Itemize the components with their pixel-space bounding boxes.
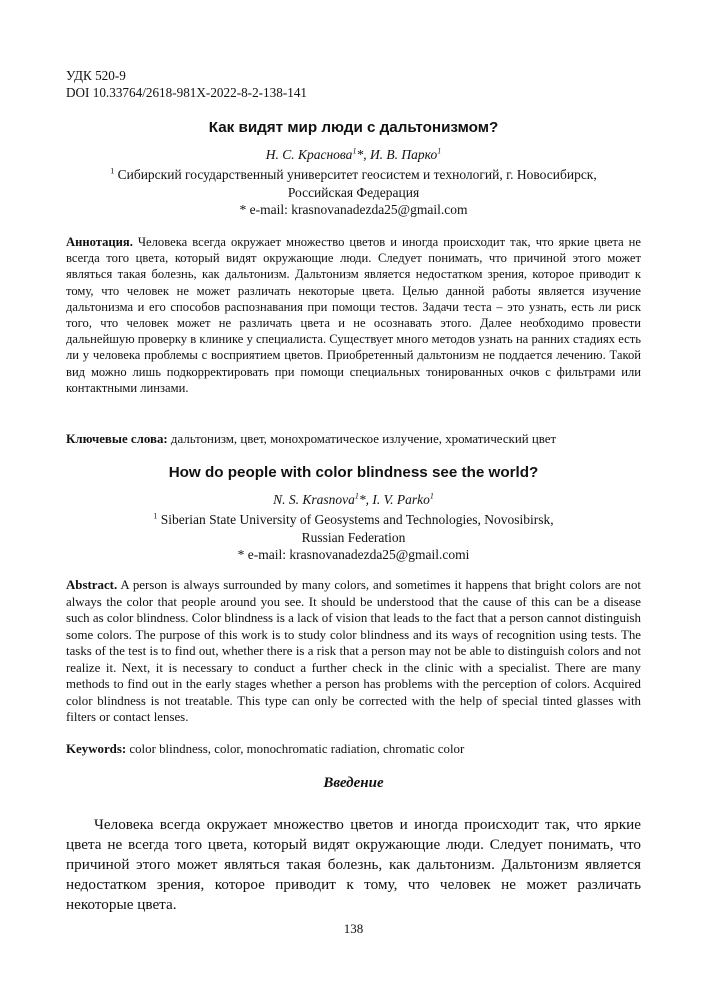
ru-author1: Н. С. Краснова <box>265 147 353 162</box>
en-abstract <box>66 577 641 726</box>
ru-author2-sup: 1 <box>437 146 442 156</box>
en-authors: N. S. Krasnova$^1$*, I. V. Parko$^1$ <box>273 491 434 507</box>
en-author2-sup: 1 <box>429 491 434 501</box>
ru-email: * e-mail: krasnovanadezda25@gmail.com <box>239 202 468 217</box>
en-keywords <box>66 741 641 758</box>
ru-keywords-label: Ключевые слова: <box>66 432 168 446</box>
en-abstract-text: A person is always surrounded by many colors, and sometimes it happens that bright colors are not always the color that people around you see. It should be understood that the cause of this can be a disease such as color blindness. Color blindness is a lack of vision that leads to the fact that a person cannot distinguish some colors. The purpose of this work is to study color blindness and its ways of recognition using tests. The tasks of the test is to find out, whether there is a risk that a person may not be able to distinguish colors and not realize it. Next, it is necessary to conduct a further check in the clinic with a specialist. There are many methods to find out in the early stages whether a person has problems with the perception of colors. Acquired color blindness is not treatable. This type can only be corrected with the help of special tinted glasses with filters or contact lenses. <box>66 578 642 724</box>
ru-abstract-text: Человека всегда окружает множество цветов и иногда происходит так, что яркие цвета не всегда того цвета, который видят окружающие люди. Следует понимать, что причиной этого может являться такая болезнь, как дальтонизм. Дальтонизм является недостатком зрения, которое приводит к тому, что человек не может различать некоторые цвета. Целью данной работы является изучение дальтонизма и его способов распознавания при помощи тестов. Задачи теста – это узнать, есть ли риск того, что человек может не различать цвета и не осознавать этого. Далее необходимо провести дальнейшую проверку в клинике у специалиста. Существует много методов узнать на ранних стадиях есть ли у человека проблемы с восприятием цветов. Приобретенный дальтонизм не поддается лечению. Такой вид можно лишь подкорректировать при помощи специальных тонированных очков с фильтрами или контактными линзами. <box>66 235 641 395</box>
en-title: How do people with color blindness see the world? <box>168 464 539 481</box>
ru-author2: И. В. Парко <box>369 147 438 162</box>
en-affiliation <box>66 511 641 564</box>
page-number: 138 <box>343 921 364 936</box>
ru-affil-sup: 1 <box>110 166 115 176</box>
en-author1-sup: 1 <box>354 491 359 501</box>
en-author2: I. V. Parko <box>372 492 430 507</box>
en-affil-line1: Siberian State University of Geosystems and Technologies, Novosibirsk, <box>160 512 554 527</box>
en-email: * e-mail: krasnovanadezda25@gmail.comi <box>237 547 470 562</box>
en-keywords-text: color blindness, color, monochromatic radiation, chromatic color <box>129 742 465 756</box>
en-abstract-label: Abstract. <box>66 578 118 592</box>
en-affil-line2: Russian Federation <box>301 529 406 545</box>
intro-heading: Введение <box>323 775 384 791</box>
doi: DOI 10.33764/2618-981X-2022-8-2-138-141 <box>66 85 308 100</box>
en-affil-sup: 1 <box>153 511 158 521</box>
ru-affil-line2: Российская Федерация <box>287 184 420 200</box>
ru-abstract-label: Аннотация. <box>66 235 133 249</box>
intro-paragraph: Человека всегда окружает множество цветов и иногда происходит так, что яркие цвета не всегда того цвета, который видят окружающие люди. Следует понимать, что причиной этого может являться такая болезнь, как дальтонизм. Дальтонизм является недостатком зрения, которое приводит к тому, что человек не может различать некоторые цвета. <box>66 816 641 913</box>
ru-affil-line1: Сибирский государственный университет геосистем и технологий, г. Новосибирск, <box>117 167 597 182</box>
header-identifiers <box>66 67 307 101</box>
en-author1: N. S. Krasnova <box>273 492 355 507</box>
udk-code: УДК 520-9 <box>66 68 126 83</box>
ru-keywords-text: дальтонизм, цвет, монохроматическое излучение, хроматический цвет <box>170 432 557 446</box>
ru-abstract <box>66 234 641 396</box>
ru-authors: Н. С. Краснова$^1$*, И. В. Парко$^1$ <box>265 146 442 162</box>
ru-author1-sup: 1 <box>352 146 357 156</box>
en-keywords-label: Keywords: <box>66 742 127 756</box>
ru-author1-mark: * <box>356 147 364 162</box>
en-author1-mark: * <box>358 492 366 507</box>
ru-title: Как видят мир люди с дальтонизмом? <box>208 119 499 136</box>
ru-keywords <box>66 431 641 448</box>
ru-affiliation <box>66 166 641 219</box>
